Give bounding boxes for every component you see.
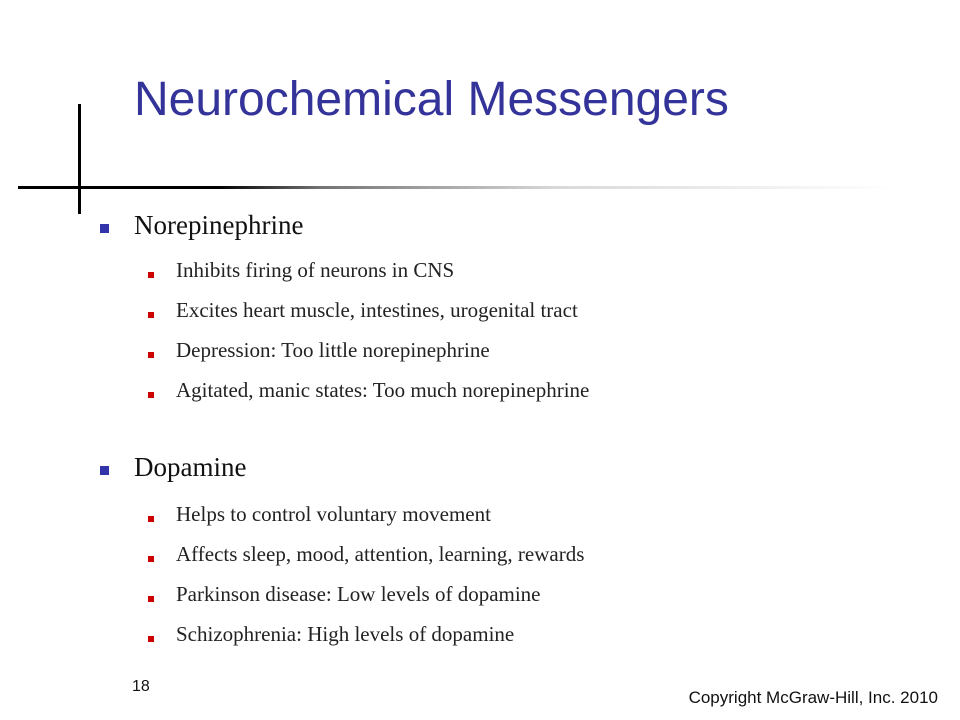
- list-item: [0, 622, 960, 662]
- level1-item: [0, 452, 960, 486]
- list-item: [0, 378, 960, 418]
- section-heading: Dopamine: [134, 452, 247, 482]
- list-item-text: Depression: Too little norepinephrine: [176, 338, 490, 362]
- square-bullet-icon: [100, 466, 109, 475]
- square-bullet-icon: [148, 636, 154, 642]
- list-item: [0, 338, 960, 378]
- list-item-text: Inhibits firing of neurons in CNS: [176, 258, 455, 282]
- list-item: [0, 542, 960, 582]
- list-item-text: Parkinson disease: Low levels of dopamine: [176, 582, 541, 606]
- page-number: 18: [132, 678, 150, 695]
- list-item: [0, 582, 960, 622]
- list-item-text: Helps to control voluntary movement: [176, 502, 491, 526]
- list-item-text: Schizophrenia: High levels of dopamine: [176, 622, 515, 646]
- square-bullet-icon: [100, 224, 109, 233]
- section-heading: Norepinephrine: [134, 210, 304, 240]
- square-bullet-icon: [148, 272, 154, 278]
- list-item-text: Excites heart muscle, intestines, urogenital tract: [176, 298, 578, 322]
- square-bullet-icon: [148, 312, 154, 318]
- list-item-text: Agitated, manic states: Too much norepinephrine: [176, 378, 590, 402]
- list-item: [0, 258, 960, 298]
- square-bullet-icon: [148, 392, 154, 398]
- list-item-text: Affects sleep, mood, attention, learning, rewards: [176, 542, 585, 566]
- square-bullet-icon: [148, 516, 154, 522]
- section-norepinephrine: [0, 210, 960, 404]
- list-item: [0, 298, 960, 338]
- copyright-notice: Copyright McGraw-Hill, Inc. 2010: [688, 688, 938, 707]
- sub-bullet-list: [0, 258, 960, 418]
- list-item: [0, 502, 960, 542]
- section-dopamine: [0, 452, 960, 646]
- sub-bullet-list: [0, 502, 960, 662]
- square-bullet-icon: [148, 352, 154, 358]
- slide-title: Neurochemical Messengers: [134, 73, 729, 126]
- square-bullet-icon: [148, 556, 154, 562]
- square-bullet-icon: [148, 596, 154, 602]
- level1-item: [0, 210, 960, 244]
